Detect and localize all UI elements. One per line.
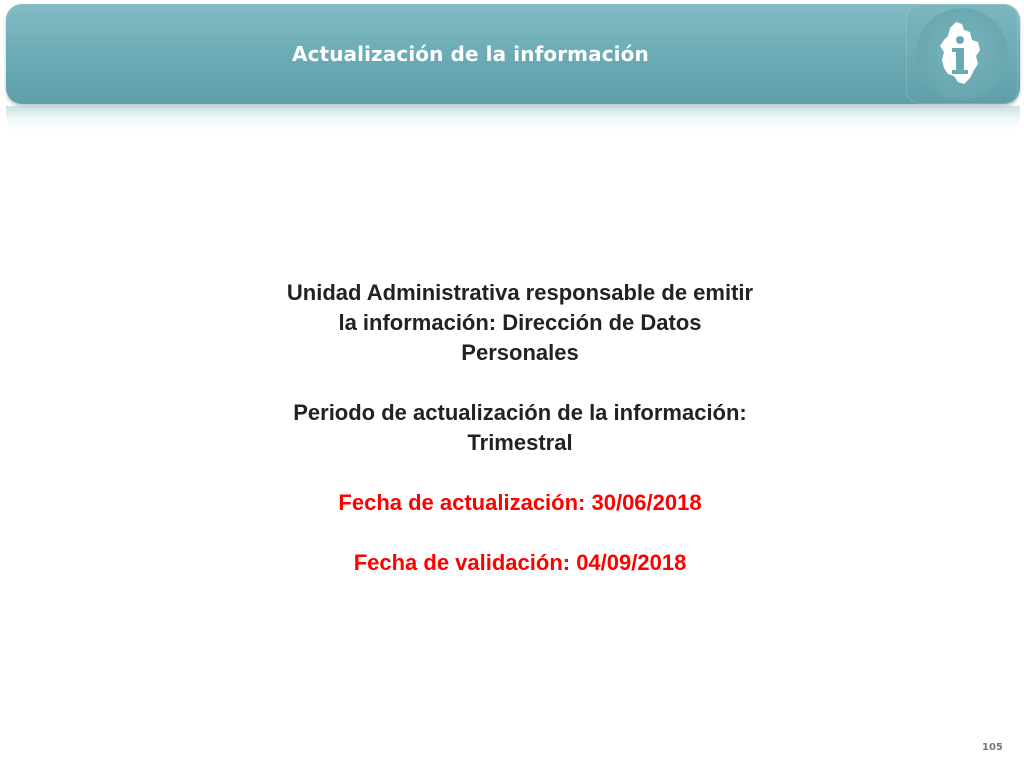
unidad-line-1: Unidad Administrativa responsable de emitir bbox=[286, 280, 754, 305]
fecha-actualizacion: Fecha de actualización: 30/06/2018 bbox=[338, 490, 702, 515]
logo-box bbox=[906, 4, 1018, 104]
mexico-city-map-info-icon bbox=[926, 18, 998, 90]
periodo-line-2: Trimestral bbox=[467, 430, 573, 455]
slide-title: Actualización de la información bbox=[292, 42, 649, 66]
unidad-administrativa-block bbox=[222, 278, 818, 368]
unidad-line-2: la información: Dirección de Datos bbox=[338, 310, 702, 335]
periodo-line-1: Periodo de actualización de la información: bbox=[293, 400, 747, 425]
fecha-validacion: Fecha de validación: 04/09/2018 bbox=[353, 550, 687, 575]
page-number: 105 bbox=[982, 742, 1003, 753]
slide-content bbox=[222, 278, 818, 578]
unidad-line-3: Personales bbox=[461, 340, 579, 365]
periodo-block bbox=[222, 398, 818, 458]
header-reflection bbox=[6, 106, 1020, 132]
